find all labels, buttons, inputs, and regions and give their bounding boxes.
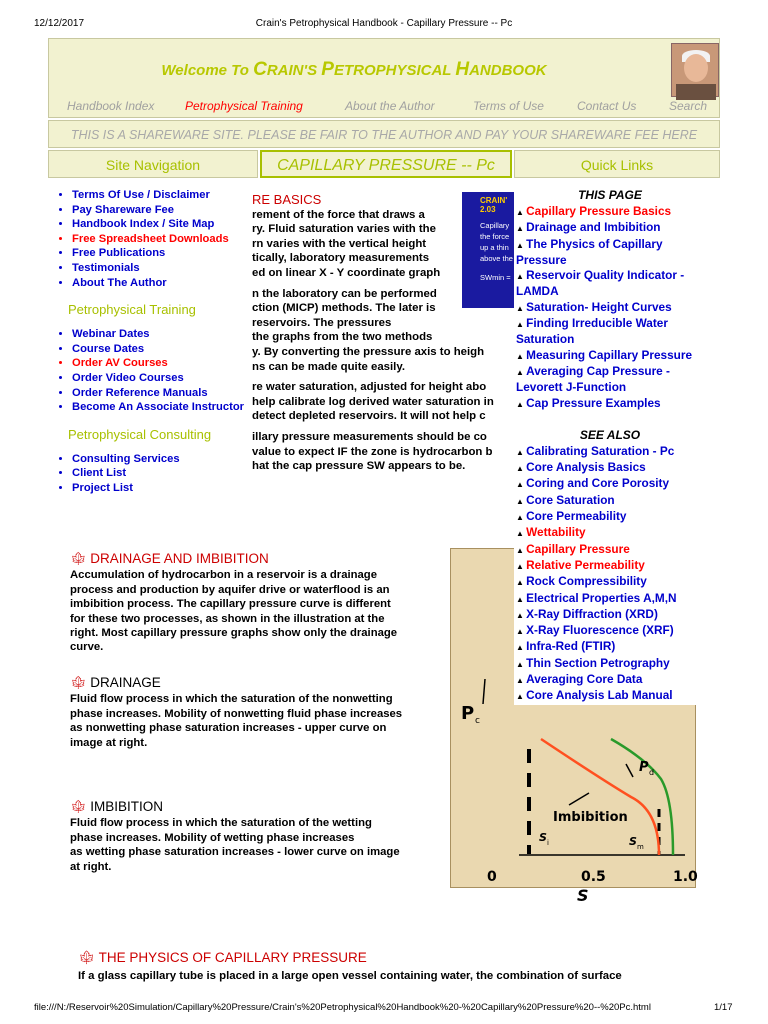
main-text-line: help calibrate log derived water saturation in: [252, 395, 494, 408]
drop-icon: ▲: [516, 610, 527, 620]
site-nav-link[interactable]: • Become An Associate Instructor: [72, 400, 248, 415]
drop-icon: ▲: [516, 578, 527, 588]
quick-links-header: Quick Links: [514, 150, 720, 178]
quick-link-label[interactable]: Capillary Pressure Basics: [526, 204, 672, 218]
welcome-p: P: [321, 59, 334, 80]
welcome-title: [49, 59, 659, 81]
maple-leaf-icon: 🍁︎: [78, 950, 96, 965]
basics-heading: RE BASICS: [252, 192, 322, 207]
sm-label: S: [629, 835, 637, 848]
quick-link[interactable]: [514, 525, 706, 541]
quick-link-label[interactable]: Coring and Core Porosity: [526, 476, 670, 491]
site-nav-link[interactable]: • Terms Of Use / Disclaimer: [72, 188, 248, 203]
menu-terms-of-use[interactable]: Terms of Use: [473, 99, 544, 113]
quick-link[interactable]: [514, 476, 706, 492]
drop-icon: ▲: [516, 351, 527, 361]
welcome-c: C: [253, 59, 267, 80]
see-also-heading: SEE ALSO: [579, 427, 641, 442]
main-text-line: value to expect IF the zone is hydrocarbon b: [252, 445, 493, 458]
quick-link[interactable]: [514, 542, 706, 558]
site-nav-link[interactable]: • Free Publications: [72, 246, 248, 261]
welcome-prefix: Welcome To: [161, 62, 254, 79]
quick-link-label[interactable]: Averaging Core Data: [526, 672, 643, 687]
site-nav-link[interactable]: • Order Reference Manuals: [72, 386, 248, 401]
site-nav-link[interactable]: • Order AV Courses: [72, 356, 248, 371]
imbibition-body-line: as wetting phase saturation increases - lower curve on image: [70, 846, 400, 859]
drop-icon: ▲: [516, 692, 527, 702]
quick-link[interactable]: [514, 639, 706, 655]
quick-link-label[interactable]: Drainage and Imbibition: [526, 220, 661, 235]
quick-link-label[interactable]: Core Permeability: [526, 509, 627, 524]
x-tick-0: 0: [487, 869, 497, 885]
drop-icon: ▲: [516, 545, 527, 555]
drop-icon: ▲: [516, 561, 527, 571]
site-nav-link[interactable]: • Project List: [72, 481, 248, 496]
page-title: CAPILLARY PRESSURE -- Pc: [260, 150, 512, 178]
drop-icon: ▲: [516, 320, 527, 330]
site-nav-link[interactable]: • Free Spreadsheet Downloads: [72, 232, 248, 247]
quick-link-label[interactable]: Measuring Capillary Pressure: [526, 347, 693, 362]
physics-section: [78, 950, 678, 982]
blue-box-line: [480, 264, 514, 272]
quick-link-label[interactable]: Core Analysis Basics: [526, 460, 646, 475]
main-text-line: ry. Fluid saturation varies with the: [252, 223, 436, 236]
quick-link[interactable]: [514, 493, 706, 509]
drainage-body-line: image at right.: [70, 736, 148, 749]
quick-link-label[interactable]: Thin Section Petrography: [526, 655, 670, 670]
quick-link[interactable]: [514, 396, 706, 412]
site-nav-link[interactable]: • Testimonials: [72, 261, 248, 276]
sm-sub: m: [637, 843, 644, 851]
main-text-line: detect depleted reservoirs. It will not help c: [252, 410, 486, 423]
site-nav-link[interactable]: • About The Author: [72, 276, 248, 291]
quick-link[interactable]: [514, 237, 706, 269]
main-text-line: re water saturation, adjusted for height abo: [252, 381, 487, 394]
drop-icon: ▲: [516, 627, 527, 637]
drop-icon: ▲: [516, 224, 527, 234]
imbibition-arrow: [569, 793, 589, 805]
site-navigation-header: Site Navigation: [48, 150, 258, 178]
quick-link[interactable]: [514, 348, 706, 364]
main-text-line: ns can be made quite easily.: [252, 360, 405, 373]
nav-group-consulting: [52, 452, 248, 496]
drainage-body-line: as nonwetting phase saturation increases - upper curve on: [70, 722, 387, 735]
menu-petrophysical-training[interactable]: Petrophysical Training: [185, 99, 303, 113]
drop-icon: ▲: [516, 496, 527, 506]
imbibition-heading: IMBIBITION: [90, 799, 164, 814]
pc-sub: c: [475, 716, 480, 726]
drainage-body-line: phase increases. Mobility of nonwetting fluid phase increases: [70, 707, 403, 720]
main-text-line: n the laboratory can be performed: [252, 287, 437, 300]
menu-handbook-index[interactable]: Handbook Index: [67, 99, 155, 113]
blue-box-line: the force: [480, 232, 510, 241]
this-page-links: [514, 204, 706, 412]
main-text-line: ction (MICP) methods. The later is: [252, 302, 436, 315]
print-title: Crain's Petrophysical Handbook - Capillary Pressure -- Pc: [255, 18, 513, 29]
quick-link[interactable]: [514, 607, 706, 623]
site-nav-link[interactable]: • Pay Shareware Fee: [72, 203, 248, 218]
site-nav-link[interactable]: • Consulting Services: [72, 452, 248, 467]
drainage_imbibition-body-line: process and production by aquifer drive or waterflood is an: [70, 583, 390, 596]
welcome-rain: RAIN'S: [266, 62, 322, 79]
menu-contact-us[interactable]: Contact Us: [577, 99, 637, 113]
quick-link[interactable]: [514, 623, 706, 639]
quick-link[interactable]: [514, 656, 706, 672]
quick-link-label[interactable]: Wettability: [526, 525, 586, 540]
main-text-line: hat the cap pressure SW appears to be.: [252, 460, 466, 473]
drainage_imbibition-body-line: imbibition process. The capillary pressure curve is different: [70, 598, 391, 611]
drainage-block: [70, 676, 450, 750]
x-label: S: [577, 886, 589, 905]
drainage_imbibition-body-line: Accumulation of hydrocarbon in a reservoir is a drainage: [70, 569, 377, 582]
drainage_imbibition-body-line: for these two processes, as shown in the illustration at the: [70, 612, 385, 625]
quick-links-panel: [514, 188, 706, 705]
print-date: 12/12/2017: [34, 18, 85, 29]
site-nav-panel: [52, 188, 248, 496]
nav-group-general: [52, 188, 248, 290]
pd-label: P: [639, 760, 649, 775]
blue-box-line: Capillary: [480, 221, 510, 230]
imbibition-body-line: Fluid flow process in which the saturation of the wetting: [70, 817, 372, 830]
imbibition-block: [70, 800, 450, 874]
x-tick-05: 0.5: [581, 869, 606, 885]
quick-link[interactable]: [514, 220, 706, 236]
main-text-line: tically, laboratory measurements: [252, 252, 430, 265]
drainage-heading: DRAINAGE: [90, 675, 161, 690]
drop-icon: ▲: [516, 643, 527, 653]
main-text-line: illary pressure measurements should be co: [252, 430, 487, 443]
main-text-line: rement of the force that draws a: [252, 208, 425, 221]
welcome-andbook: ANDBOOK: [469, 62, 547, 79]
quick-link[interactable]: [514, 591, 706, 607]
x-tick-1: 1.0: [673, 869, 698, 885]
site-nav-link[interactable]: • Client List: [72, 466, 248, 481]
blue-box-version: 2.03: [480, 205, 496, 214]
quick-link-label[interactable]: X-Ray Fluorescence (XRF): [526, 623, 674, 638]
quick-link[interactable]: [514, 688, 706, 704]
quick-link-label[interactable]: Reservoir Quality Indicator - LAMDA: [516, 268, 685, 299]
quick-link-label[interactable]: Core Saturation: [526, 492, 615, 507]
pd-sub: d: [649, 768, 655, 777]
quick-link[interactable]: [514, 509, 706, 525]
see-also-links: [514, 444, 706, 705]
drop-icon: ▲: [516, 529, 527, 539]
physics-body: If a glass capillary tube is placed in a large open vessel containing water, the combination of surface: [78, 970, 622, 982]
main-text-line: rn varies with the vertical height: [252, 237, 427, 250]
site-banner: [48, 38, 720, 118]
site-nav-link[interactable]: • Course Dates: [72, 342, 248, 357]
quick-link-label[interactable]: Capillary Pressure: [526, 541, 630, 556]
quick-link-label[interactable]: Core Analysis Lab Manual: [526, 688, 673, 703]
drop-icon: ▲: [516, 513, 527, 523]
quick-link[interactable]: [514, 558, 706, 574]
quick-link-label[interactable]: Averaging Cap Pressure - Levorett J-Function: [516, 363, 670, 395]
drainage_imbibition-body-line: right. Most capillary pressure graphs show only the drainage: [70, 627, 398, 640]
si-sub: i: [547, 839, 549, 847]
training-heading: Petrophysical Training: [68, 302, 196, 318]
maple-leaf-icon: 🍁︎: [70, 675, 87, 690]
drop-icon: ▲: [516, 464, 527, 474]
author-photo: [671, 43, 719, 97]
drainage-imbibition-block: [70, 552, 450, 655]
blue-box-title: CRAIN': [480, 196, 508, 205]
quick-link-label[interactable]: Infra-Red (FTIR): [526, 639, 616, 654]
drop-icon: ▲: [516, 240, 527, 250]
this-page-heading: THIS PAGE: [578, 188, 642, 202]
imbibition-label: Imbibition: [553, 810, 628, 825]
quick-link[interactable]: [514, 300, 706, 316]
drop-icon: ▲: [516, 480, 527, 490]
quick-link-label[interactable]: Saturation- Height Curves: [526, 299, 672, 314]
drainage-body-line: Fluid flow process in which the saturation of the nonwetting: [70, 693, 393, 706]
site-nav-link[interactable]: • Handbook Index / Site Map: [72, 217, 248, 232]
drainage-imbibition-heading: DRAINAGE AND IMBIBITION: [90, 551, 269, 566]
drop-icon: ▲: [516, 659, 527, 669]
blue-box-line: up a thin: [480, 243, 509, 252]
site-nav-link[interactable]: • Webinar Dates: [72, 327, 248, 342]
print-url: file:///N:/Reservoir%20Simulation/Capillary%20Pressure/Crain's%20Petrophysical%20Handbook%20-%20Capillary%20Pressure%20--%20Pc.html: [34, 1002, 651, 1013]
imbibition-body-line: phase increases. Mobility of wetting phase increases: [70, 831, 355, 844]
quick-link-label[interactable]: Relative Permeability: [526, 557, 645, 572]
main-text-line: the graphs from the two methods: [252, 331, 433, 344]
pc-arrow: [483, 679, 485, 704]
quick-link[interactable]: [514, 672, 706, 688]
quick-link[interactable]: [514, 204, 706, 220]
quick-link-label[interactable]: Cap Pressure Examples: [526, 395, 661, 410]
quick-link[interactable]: [514, 574, 706, 590]
site-nav-link[interactable]: • Order Video Courses: [72, 371, 248, 386]
blue-box-line: SWmin =: [480, 273, 511, 282]
menu-search[interactable]: Search: [669, 99, 708, 113]
drop-icon: ▲: [516, 208, 527, 217]
pd-arrow: [626, 764, 633, 777]
drop-icon: ▲: [516, 399, 527, 409]
drop-icon: ▲: [516, 367, 527, 377]
quick-link[interactable]: [514, 460, 706, 476]
physics-heading: THE PHYSICS OF CAPILLARY PRESSURE: [98, 950, 367, 965]
si-label: S: [539, 831, 547, 844]
drop-icon: ▲: [516, 594, 527, 604]
print-page-number: 1/17: [714, 1002, 733, 1013]
crain-quick-box: [462, 192, 514, 308]
main-text-line: ed on linear X - Y coordinate graph: [252, 266, 441, 279]
menu-about-author[interactable]: About the Author: [345, 99, 435, 113]
drop-icon: ▲: [516, 447, 527, 457]
drop-icon: ▲: [516, 303, 527, 313]
imbibition-body-line: at right.: [70, 860, 112, 873]
welcome-etro: ETROPHYSICAL: [333, 62, 456, 79]
shareware-notice[interactable]: THIS IS A SHAREWARE SITE. PLEASE BE FAIR TO THE AUTHOR AND PAY YOUR SHAREWARE FEE HERE: [48, 120, 720, 148]
quick-link-label[interactable]: Electrical Properties A,M,N: [526, 590, 677, 605]
blue-box-line: above the: [480, 254, 513, 263]
quick-link[interactable]: [514, 316, 706, 348]
quick-link[interactable]: [514, 268, 706, 300]
quick-link-label[interactable]: Finding Irreducible Water Saturation: [516, 316, 668, 347]
drainage-curve: [611, 739, 673, 855]
pc-label: P: [461, 703, 475, 724]
nav-group-training: [52, 327, 248, 415]
consulting-heading: Petrophysical Consulting: [68, 426, 212, 442]
quick-link[interactable]: [514, 444, 706, 460]
welcome-h: H: [455, 59, 470, 80]
quick-link-label[interactable]: X-Ray Diffraction (XRD): [526, 606, 658, 621]
quick-link-label[interactable]: The Physics of Capillary Pressure: [516, 236, 663, 267]
maple-leaf-icon: 🍁︎: [70, 551, 87, 566]
imbibition-curve: [541, 739, 659, 855]
quick-link[interactable]: [514, 364, 706, 396]
drainage_imbibition-body-line: curve.: [70, 641, 104, 654]
maple-leaf-icon: 🍁︎: [70, 799, 87, 814]
drop-icon: ▲: [516, 272, 527, 282]
drop-icon: ▲: [516, 676, 527, 686]
main-text-line: reservoirs. The pressures: [252, 316, 392, 329]
quick-link-label[interactable]: Rock Compressibility: [526, 574, 647, 589]
main-text-line: y. By converting the pressure axis to heigh: [252, 345, 485, 358]
quick-link-label[interactable]: Calibrating Saturation - Pc: [526, 443, 675, 458]
